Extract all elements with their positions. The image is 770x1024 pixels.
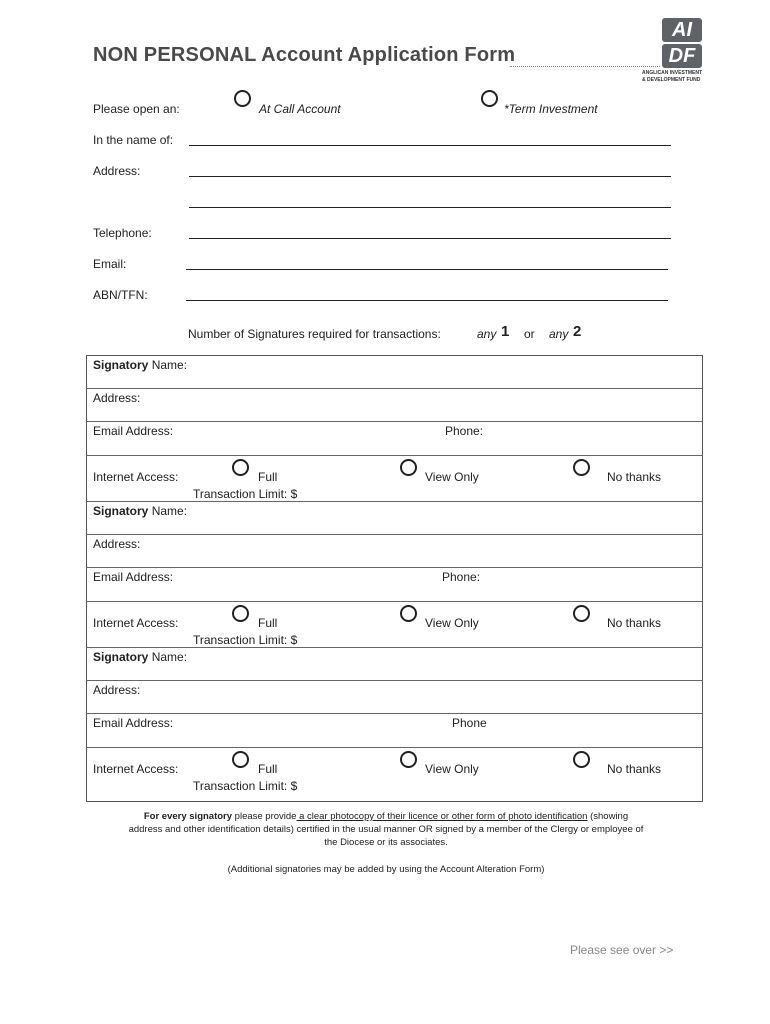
note-underline: a clear photocopy of their licence or other form of photo identification <box>296 811 588 822</box>
page-title: NON PERSONAL Account Application Form <box>93 44 516 66</box>
note-line-2: address and other identification details) certified in the usual manner OR signed by a member of the Clergy or employee of <box>128 824 644 835</box>
view-only-label: View Only <box>425 762 479 776</box>
signatory-1-view-only-radio[interactable] <box>400 459 417 476</box>
open-an-label: Please open an: <box>93 102 180 116</box>
no-thanks-label: No thanks <box>607 762 662 776</box>
row-divider <box>86 601 703 602</box>
name-label: In the name of: <box>93 133 174 147</box>
name-label: Name: <box>151 504 188 518</box>
row-divider <box>86 501 703 502</box>
signatory-3-phone[interactable]: Phone <box>452 716 487 730</box>
note-bold: For every signatory <box>143 811 233 822</box>
signatory-2-email[interactable]: Email Address: <box>93 570 174 584</box>
row-divider <box>86 680 703 681</box>
at-call-label: At Call Account <box>259 102 341 116</box>
row-divider <box>86 388 703 389</box>
row-divider <box>86 647 703 648</box>
at-call-radio[interactable] <box>234 90 251 107</box>
name-label: Name: <box>151 650 188 664</box>
signatory-title: Signatory <box>93 650 149 664</box>
logo-bottom: DF <box>662 44 702 68</box>
signatures-label: Number of Signatures required for transactions: <box>188 327 441 341</box>
aidf-logo <box>640 16 732 88</box>
signatory-1-email[interactable]: Email Address: <box>93 424 174 438</box>
signatory-3-limit[interactable]: Transaction Limit: $ <box>193 779 298 793</box>
name-label: Name: <box>151 358 188 372</box>
any-1-prefix: any <box>477 327 497 341</box>
see-over-link[interactable]: Please see over >> <box>570 943 674 957</box>
full-label: Full <box>258 616 278 630</box>
signatory-1-address[interactable]: Address: <box>93 391 141 405</box>
signatory-1-full-radio[interactable] <box>232 459 249 476</box>
term-investment-label: *Term Investment <box>504 102 598 116</box>
signatory-2-name[interactable] <box>93 504 187 518</box>
signatory-3-no-thanks-radio[interactable] <box>573 751 590 768</box>
row-divider <box>86 713 703 714</box>
full-label: Full <box>258 470 278 484</box>
no-thanks-label: No thanks <box>607 470 662 484</box>
id-requirement-note <box>86 810 686 849</box>
signatory-title: Signatory <box>93 504 149 518</box>
full-label: Full <box>258 762 278 776</box>
row-divider <box>86 747 703 748</box>
email-field[interactable] <box>186 269 668 270</box>
signatures-two: 2 <box>573 323 582 340</box>
signatory-2-address[interactable]: Address: <box>93 537 141 551</box>
abn-field[interactable] <box>186 300 668 301</box>
telephone-label: Telephone: <box>93 226 152 240</box>
row-divider <box>86 421 703 422</box>
name-field[interactable] <box>189 145 671 146</box>
note-text: (showing <box>587 811 629 822</box>
telephone-field[interactable] <box>189 238 671 239</box>
term-investment-radio[interactable] <box>481 90 498 107</box>
no-thanks-label: No thanks <box>607 616 662 630</box>
signatory-3-internet-label: Internet Access: <box>93 762 179 776</box>
signatory-1-limit[interactable]: Transaction Limit: $ <box>193 487 298 501</box>
note-text: please provide <box>232 811 297 822</box>
signatory-title: Signatory <box>93 358 149 372</box>
signatory-3-view-only-radio[interactable] <box>400 751 417 768</box>
address-field-2[interactable] <box>189 207 671 208</box>
logo-tagline-2: & DEVELOPMENT FUND <box>642 77 701 83</box>
title-underline <box>510 66 660 67</box>
address-field-1[interactable] <box>189 176 671 177</box>
logo-tagline-1: ANGLICAN INVESTMENT <box>642 70 702 76</box>
signatory-2-no-thanks-radio[interactable] <box>573 605 590 622</box>
row-divider <box>86 534 703 535</box>
email-label: Email: <box>93 257 127 271</box>
view-only-label: View Only <box>425 470 479 484</box>
row-divider <box>86 567 703 568</box>
signatures-or: or <box>524 327 535 341</box>
signatory-3-name[interactable] <box>93 650 187 664</box>
signatures-one: 1 <box>501 323 510 340</box>
row-divider <box>86 455 703 456</box>
signatory-table <box>86 355 703 802</box>
signatory-1-name[interactable] <box>93 358 187 372</box>
signatory-3-email[interactable]: Email Address: <box>93 716 174 730</box>
abn-label: ABN/TFN: <box>93 288 148 302</box>
signatory-1-phone[interactable]: Phone: <box>445 424 484 438</box>
signatory-3-full-radio[interactable] <box>232 751 249 768</box>
logo-top: AI <box>662 18 702 42</box>
signatory-1-no-thanks-radio[interactable] <box>573 459 590 476</box>
any-2-prefix: any <box>549 327 569 341</box>
signatory-1-internet-label: Internet Access: <box>93 470 179 484</box>
signatory-2-phone[interactable]: Phone: <box>442 570 481 584</box>
view-only-label: View Only <box>425 616 479 630</box>
signatory-2-view-only-radio[interactable] <box>400 605 417 622</box>
signatory-2-full-radio[interactable] <box>232 605 249 622</box>
signatory-3-address[interactable]: Address: <box>93 683 141 697</box>
signatory-2-limit[interactable]: Transaction Limit: $ <box>193 633 298 647</box>
signatory-2-internet-label: Internet Access: <box>93 616 179 630</box>
address-label: Address: <box>93 164 141 178</box>
note-line-3: the Diocese or its associates. <box>324 837 448 848</box>
additional-signatories-note: (Additional signatories may be added by using the Account Alteration Form) <box>227 864 545 875</box>
